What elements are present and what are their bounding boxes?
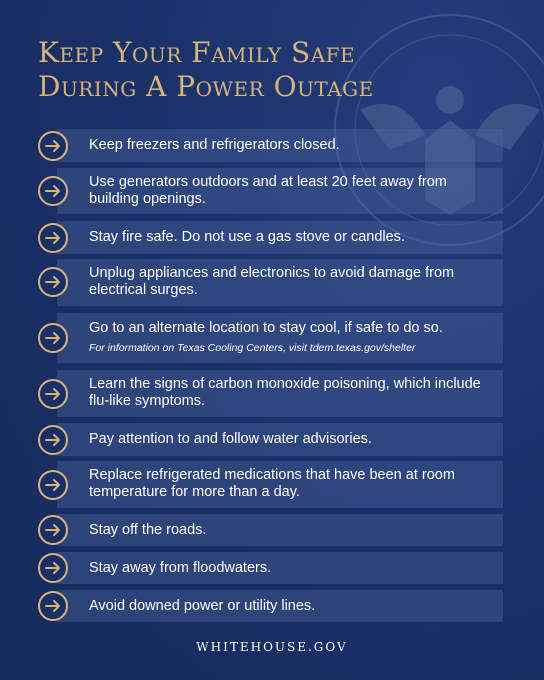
arrow-right-icon (38, 131, 68, 161)
item-text: Stay off the roads. (89, 522, 207, 538)
item-subtext: For information on Texas Cooling Centers, visit tdem.texas.gov/shelter (89, 342, 416, 354)
arrow-right-icon (38, 323, 68, 353)
footer-link[interactable]: WHITEHOUSE.GOV (196, 640, 348, 654)
item-text: Stay fire safe. Do not use a gas stove or candles. (89, 229, 405, 245)
title-line-2: During A Power Outage (38, 70, 374, 103)
item-text: Stay away from floodwaters. (89, 560, 272, 576)
arrow-right-icon (38, 223, 68, 253)
list-item (0, 370, 544, 417)
item-text: Replace refrigerated medications that have been at room temperature for more than a day. (89, 467, 455, 500)
item-text: Learn the signs of carbon monoxide poisoning, which include flu-like symptoms. (89, 376, 481, 409)
list-item (0, 221, 544, 254)
title-line-1: Keep Your Family Safe (38, 36, 356, 69)
list-item (0, 129, 544, 162)
arrow-right-icon (38, 553, 68, 583)
list-item (0, 259, 544, 306)
page-title (38, 36, 374, 104)
item-text: Unplug appliances and electronics to avoid damage from electrical surges. (89, 265, 455, 298)
list-item (0, 168, 544, 214)
list-item (0, 590, 544, 622)
list-item (0, 313, 544, 363)
arrow-right-icon (38, 425, 68, 455)
arrow-right-icon (38, 379, 68, 409)
arrow-right-icon (38, 515, 68, 545)
item-text: Keep freezers and refrigerators closed. (89, 137, 340, 153)
list-item (0, 514, 544, 546)
list-item (0, 461, 544, 508)
item-text: Go to an alternate location to stay cool, if safe to do so. (89, 320, 443, 336)
item-text: Avoid downed power or utility lines. (89, 598, 316, 614)
item-text: Use generators outdoors and at least 20 feet away from building openings. (89, 174, 447, 207)
arrow-right-icon (38, 176, 68, 206)
arrow-right-icon (38, 470, 68, 500)
list-item (0, 423, 544, 456)
list-item (0, 552, 544, 584)
arrow-right-icon (38, 267, 68, 297)
item-text: Pay attention to and follow water advisories. (89, 431, 372, 447)
arrow-right-icon (38, 591, 68, 621)
